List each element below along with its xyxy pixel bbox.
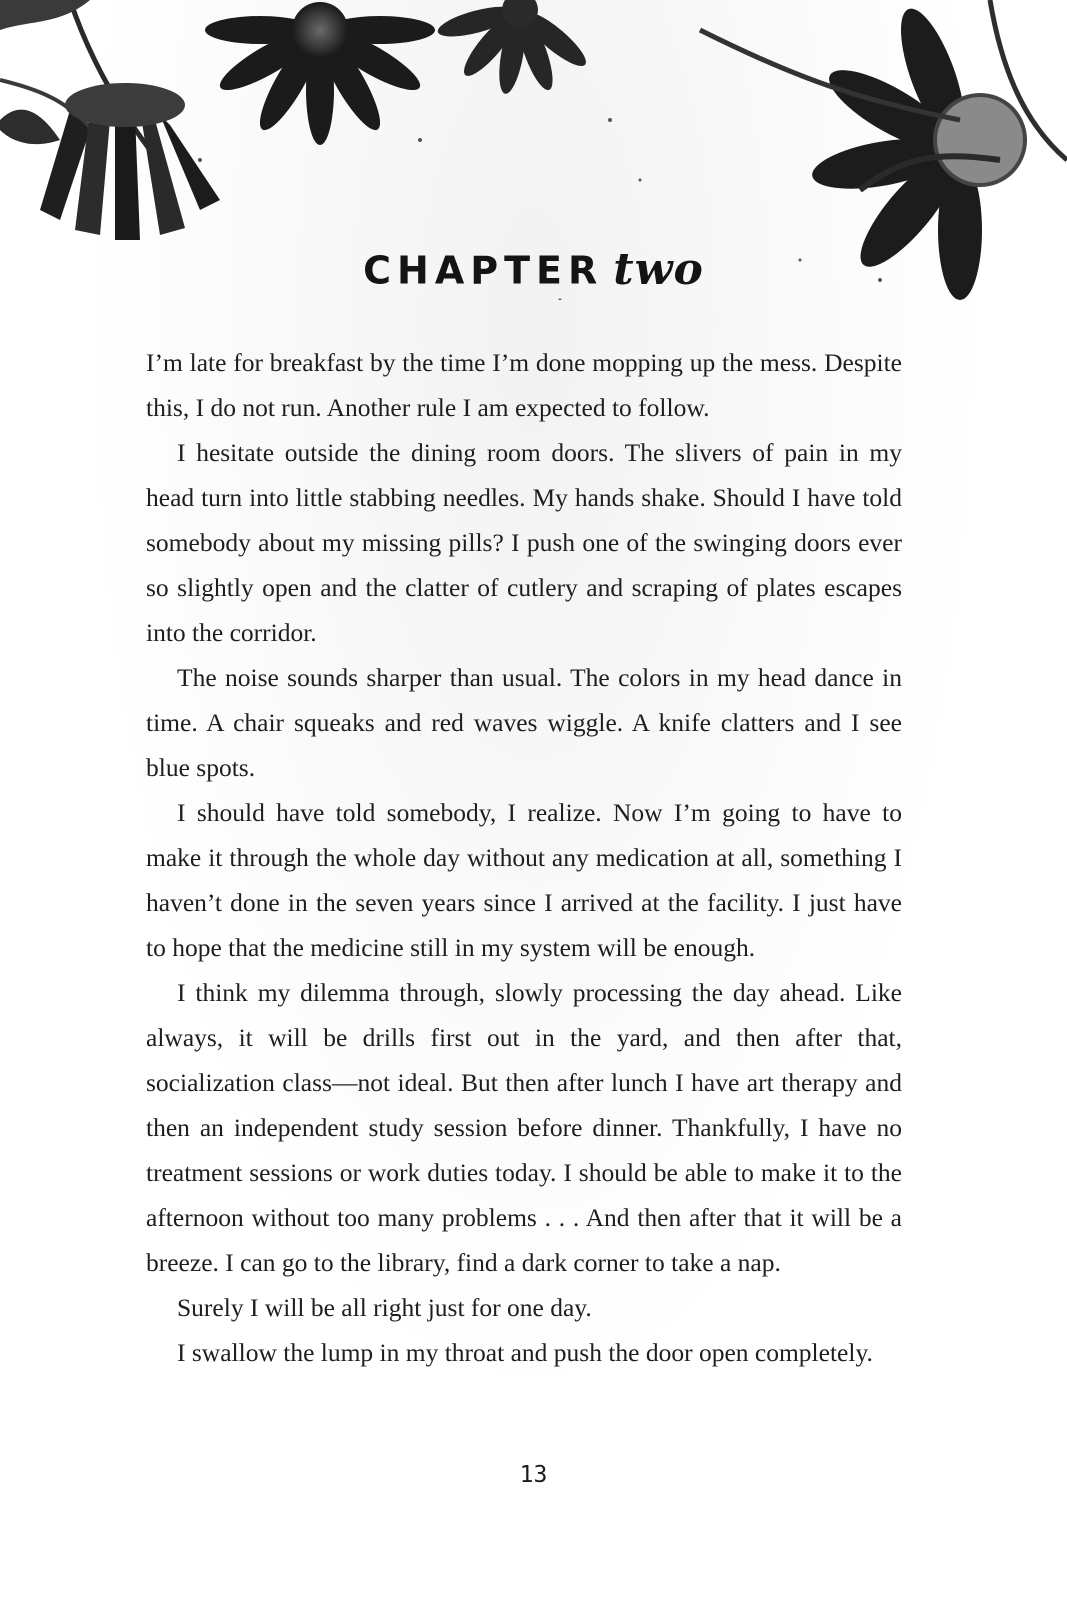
paragraph: I hesitate outside the dining room doors. The slivers of pain in my head turn into little stabbing needles. My hands shake. Should I have told somebody about my missing pills? I push one of the swinging doors ever so slightly open and the clatter of cutlery and scraping of plates escapes into the corridor.	[146, 438, 902, 647]
chapter-heading	[0, 240, 1067, 300]
paragraph: I’m late for breakfast by the time I’m done mopping up the mess. Despite this, I do not run. Another rule I am expected to follow.	[146, 348, 902, 422]
paragraph: I swallow the lump in my throat and push the door open completely.	[177, 1338, 873, 1367]
paragraph: The noise sounds sharper than usual. The colors in my head dance in time. A chair squeaks and red waves wiggle. A knife clatters and I see blue spots.	[146, 663, 902, 782]
chapter-label: CHAPTER	[363, 248, 604, 293]
chapter-number-word: two	[613, 244, 704, 296]
chapter-body	[146, 340, 902, 1375]
paragraph: I think my dilemma through, slowly processing the day ahead. Like always, it will be drills first out in the yard, and then after that, socialization class—not ideal. But then after lunch I have art therapy and then an independent study session before dinner. Thankfully, I have no treatment sessions or work duties today. I should be able to make it to the afternoon without too many problems . . . And then after that it will be a breeze. I can go to the library, find a dark corner to take a nap.	[146, 978, 902, 1277]
paragraph: Surely I will be all right just for one day.	[177, 1293, 592, 1322]
paragraph: I should have told somebody, I realize. Now I’m going to have to make it through the whole day without any medication at all, something I haven’t done in the seven years since I arrived at the facility. I just have to hope that the medicine still in my system will be enough.	[146, 798, 902, 962]
page-number: 13	[519, 1462, 548, 1488]
